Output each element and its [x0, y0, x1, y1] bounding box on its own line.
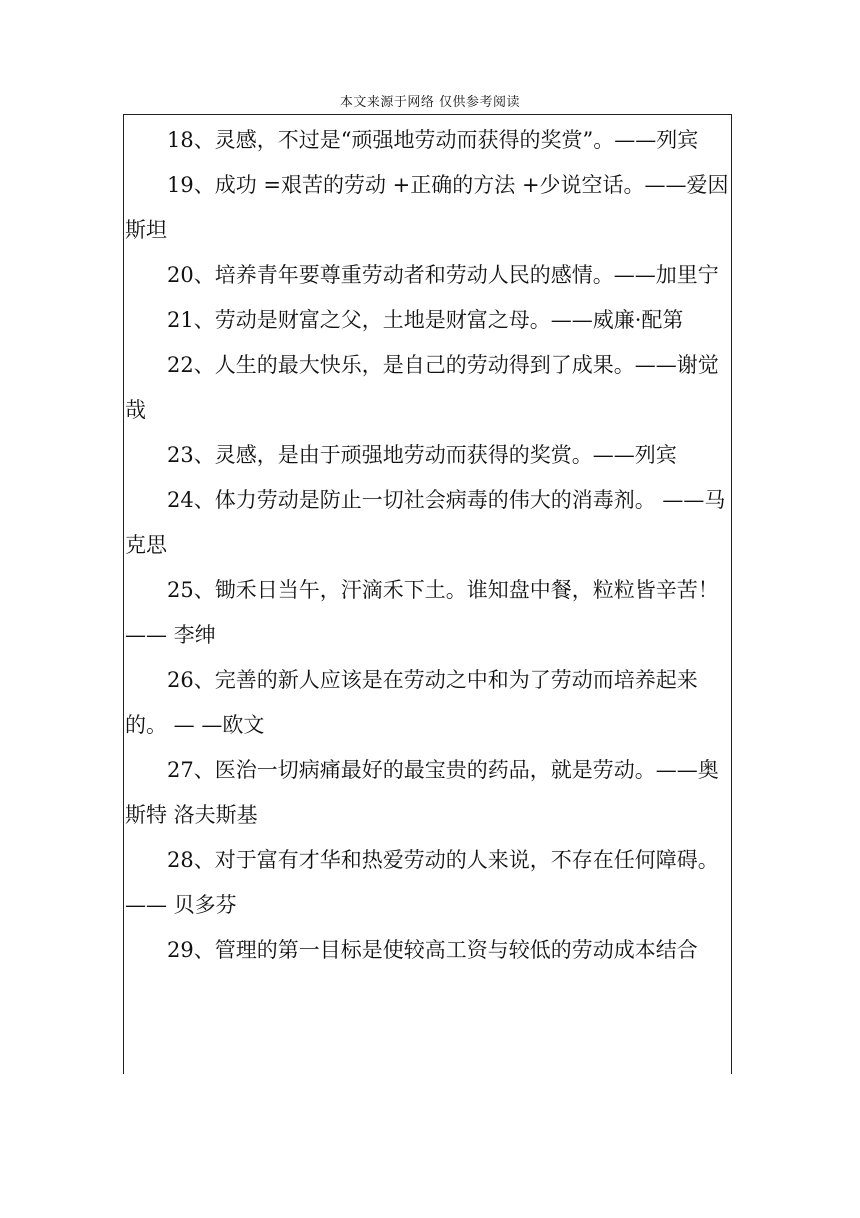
quote-item-22: 22、人生的最大快乐，是自己的劳动得到了成果。——谢觉哉 — [125, 353, 719, 422]
quote-item-29: 29、管理的第一目标是使较高工资与较低的劳动成本结合 — [167, 938, 698, 962]
quote-item-24: 24、体力劳动是防止一切社会病毒的伟大的消毒剂。 ——马克思 — [125, 488, 726, 557]
quote-item-26: 26、完善的新人应该是在劳动之中和为了劳动而培养起来的。 — —欧文 — [125, 668, 698, 737]
quote-item-18: 18、灵感，不过是“顽强地劳动而获得的奖赏”。——列宾 — [167, 128, 699, 152]
quote-item-25: 25、锄禾日当午，汗滴禾下土。谁知盘中餐，粒粒皆辛苦！—— 李绅 — [125, 578, 719, 647]
quote-item-20: 20、培养青年要尊重劳动者和劳动人民的感情。——加里宁 — [167, 263, 719, 287]
quote-list — [125, 118, 730, 973]
quote-item-28: 28、对于富有才华和热爱劳动的人来说，不存在任何障碍。—— 贝多芬 — [125, 848, 719, 917]
quote-item-19: 19、成功 =艰苦的劳动 +正确的方法 +少说空话。——爱因斯坦 — [125, 173, 729, 242]
page-header: 本文来源于网络 仅供参考阅读 — [339, 95, 521, 110]
quote-item-27: 27、医治一切病痛最好的最宝贵的药品，就是劳动。——奥斯特 洛夫斯基 — [125, 758, 719, 827]
quote-item-21: 21、劳动是财富之父，土地是财富之母。——威廉·配第 — [167, 308, 684, 332]
quote-item-23: 23、灵感，是由于顽强地劳动而获得的奖赏。——列宾 — [167, 443, 677, 467]
